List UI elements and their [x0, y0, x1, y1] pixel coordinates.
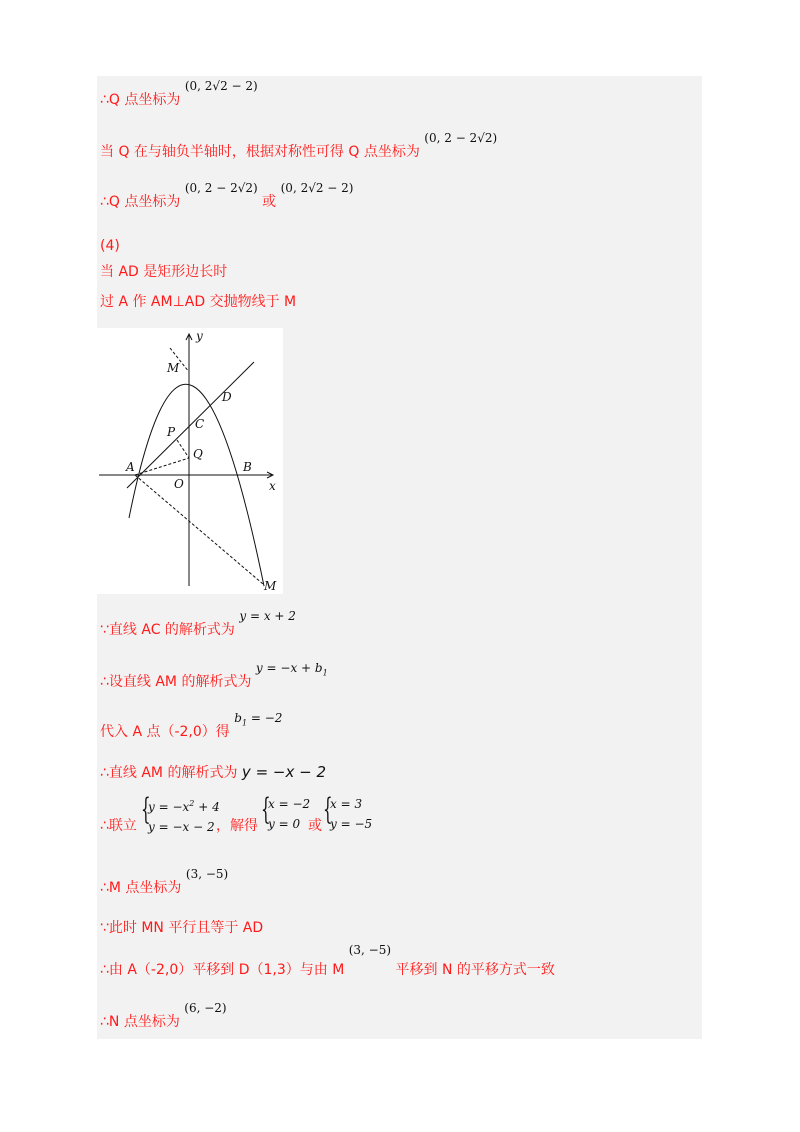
line-am-assume [100, 661, 328, 695]
parabola-figure [97, 328, 283, 594]
label-d: D [222, 390, 232, 404]
math: (0, 2√2 − 2) [280, 181, 354, 195]
text: ∴N 点坐标为 [100, 1014, 180, 1030]
solution-2-x: x = 3 [330, 797, 363, 811]
line-am-dashed [135, 475, 263, 584]
text: ∴Q 点坐标为 [100, 92, 181, 108]
math [234, 711, 283, 728]
solution-1-x: x = −2 [268, 797, 311, 811]
text: 代入 A 点（-2,0）得 [100, 724, 230, 740]
line-m-coord [100, 867, 229, 896]
line-ad [127, 362, 254, 488]
brace-2: { [261, 792, 271, 827]
math: (3, −5) [348, 943, 392, 957]
eq-sup: 2 [189, 799, 195, 808]
or-text: 或 [262, 194, 277, 210]
line-n-coord [100, 1001, 227, 1030]
solve-text: ，解得 [216, 818, 258, 834]
line-q-coord-1 [100, 79, 258, 108]
text: ∴设直线 AM 的解析式为 [100, 674, 252, 690]
math-sub: 1 [322, 668, 328, 678]
math: (0, 2 − 2√2) [424, 131, 498, 145]
line-perpendicular: 过 A 作 AM⊥AD 交抛物线于 M [100, 294, 297, 310]
line-q-coord-final [100, 181, 354, 210]
label-p: P [167, 425, 176, 439]
text: ∴M 点坐标为 [100, 880, 182, 896]
eq-part: + 4 [194, 800, 220, 814]
line-mn-parallel: ∵此时 MN 平行且等于 AD [100, 920, 264, 936]
solution-2 [330, 794, 372, 834]
line-ac-equation [100, 609, 296, 638]
solution-1 [268, 794, 310, 834]
math-rest: = −2 [247, 711, 283, 725]
line-system-label: ∴联立 [100, 818, 137, 834]
text: ∴直线 AM 的解析式为 [100, 765, 238, 781]
line-pq-dashed [177, 440, 189, 458]
brace-3: { [323, 792, 333, 827]
system-eq-2: y = −x − 2 [148, 820, 215, 834]
text: 平移到 N 的平移方式一致 [395, 962, 555, 978]
label-x: x [269, 479, 276, 493]
solution-2-y: y = −5 [330, 817, 373, 831]
label-a: A [126, 460, 135, 474]
part-label: (4) [100, 238, 120, 254]
label-m-top: M [167, 361, 180, 375]
label-b: B [243, 460, 252, 474]
text: 当 Q 在与轴负半轴时，根据对称性可得 Q 点坐标为 [100, 144, 420, 160]
or-text: 或 [308, 818, 322, 834]
line-symmetry [100, 131, 498, 160]
math: (0, 2 − 2√2) [184, 181, 258, 195]
geometry-diagram [97, 328, 283, 594]
text: ∴Q 点坐标为 [100, 194, 181, 210]
math-main: b [234, 711, 242, 725]
label-m-bottom: M [264, 579, 277, 593]
math-main: y = −x + b [255, 661, 323, 675]
line-ad-side: 当 AD 是矩形边长时 [100, 264, 228, 280]
brace-1: { [141, 792, 151, 827]
eq-part: y = −x [148, 800, 190, 814]
line-substitute [100, 711, 283, 745]
solution-1-y: y = 0 [268, 817, 301, 831]
math-sub: 1 [241, 718, 248, 728]
label-o: O [174, 477, 184, 491]
math: (3, −5) [185, 867, 229, 881]
line-translation [100, 943, 555, 978]
math: (0, 2√2 − 2) [184, 79, 258, 93]
text: ∵直线 AC 的解析式为 [100, 622, 235, 638]
math: y = −x − 2 [241, 763, 326, 781]
system-eq-1 [148, 794, 220, 817]
math: (6, −2) [184, 1001, 227, 1015]
math [255, 661, 328, 678]
text: ∴由 A（-2,0）平移到 D（1,3）与由 M [100, 962, 345, 978]
label-c: C [195, 417, 205, 431]
label-y: y [196, 329, 203, 343]
parabola-curve [129, 384, 264, 586]
math: y = x + 2 [239, 609, 296, 623]
line-am-equation [100, 764, 326, 781]
system-equations [148, 794, 220, 837]
label-q: Q [193, 447, 203, 461]
